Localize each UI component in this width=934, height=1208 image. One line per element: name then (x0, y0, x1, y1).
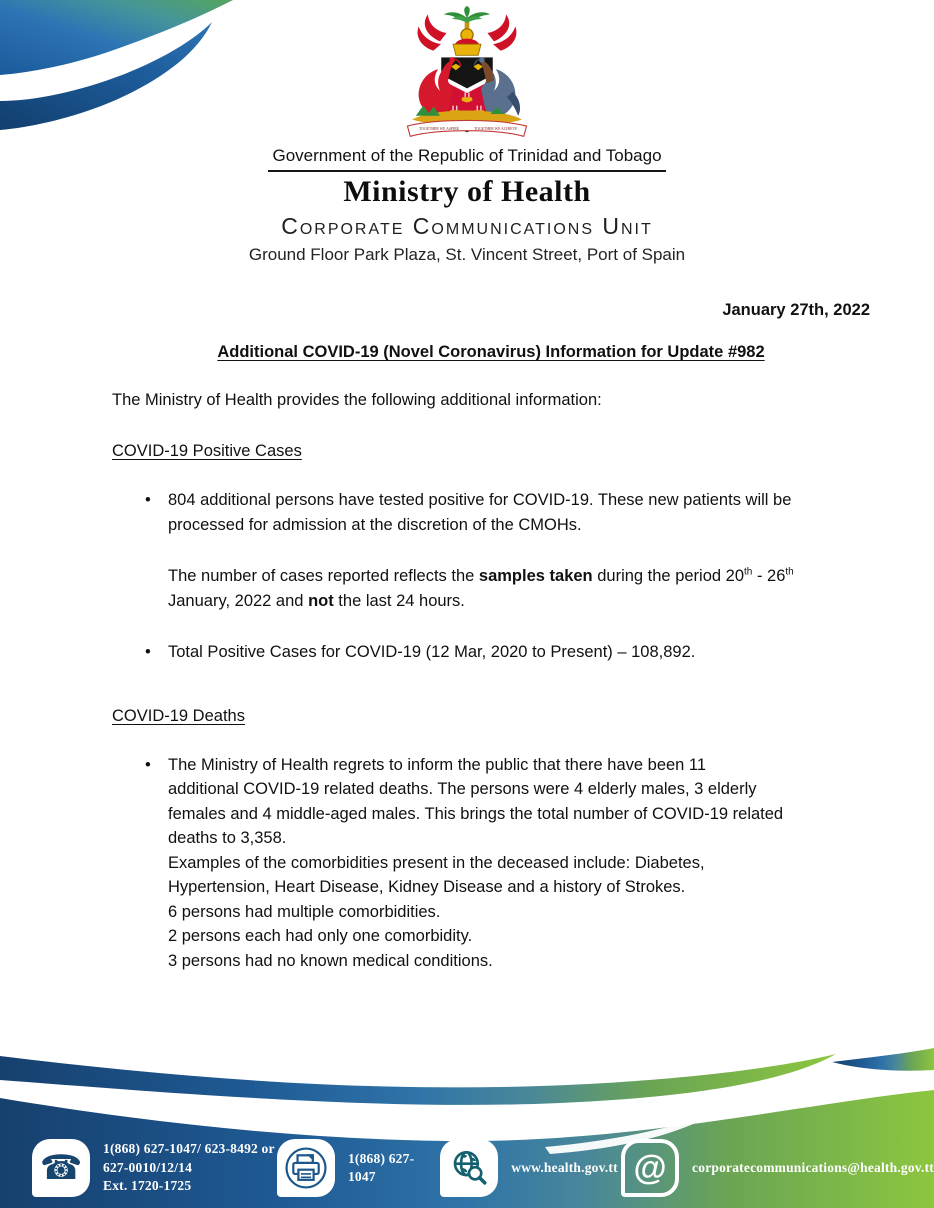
text-segment: Examples of the comorbidities present in the deceased include: Diabetes, (168, 853, 705, 872)
text-segment: the last 24 hours. (333, 591, 465, 610)
ministry-title: Ministry of Health (343, 175, 591, 208)
footer-contact-line: Ext. 1720-1725 (103, 1178, 192, 1194)
text-segment: The Ministry of Health regrets to inform the public that there have been 11 (168, 755, 707, 774)
text-line (168, 564, 870, 589)
text-segment: processed for admission at the discretion of the CMOHs. (168, 515, 582, 534)
text-line (168, 924, 870, 949)
footer-contact-line: corporatecommunications@health.gov.tt (692, 1159, 934, 1175)
text-segment: additional COVID-19 related deaths. The persons were 4 elderly males, 3 elderly (168, 780, 757, 798)
email-at-icon: @ (633, 1149, 667, 1187)
text-segment: deaths to 3,358. (168, 829, 287, 847)
unit-line: Corporate Communications Unit (281, 213, 653, 239)
bullet-marker: • (145, 755, 151, 774)
text-line (168, 488, 870, 513)
text-segment: during the period 20 (592, 567, 745, 585)
intro-line: The Ministry of Health provides the following additional information: (112, 391, 602, 409)
footer-banner (0, 1040, 934, 1208)
footer-contact-item (621, 1139, 934, 1197)
text-line (168, 753, 870, 778)
text-line (168, 802, 870, 827)
document-title: Additional COVID-19 (Novel Coronavirus) Information for Update #982 (217, 343, 765, 361)
footer-contact-text (103, 1140, 275, 1196)
text-line (168, 513, 870, 538)
footer-icon-badge (440, 1139, 498, 1197)
section-heading: COVID-19 Deaths (112, 706, 245, 725)
svg-text:TOGETHER WE ACHIEVE: TOGETHER WE ACHIEVE (474, 127, 518, 132)
text-line (168, 851, 870, 876)
svg-text:TOGETHER WE ASPIRE: TOGETHER WE ASPIRE (419, 127, 459, 132)
text-segment: 6 persons had multiple comorbidities. (168, 902, 441, 921)
text-segment: th (744, 566, 753, 578)
footer-contact-text (511, 1159, 618, 1178)
document-date: January 27th, 2022 (722, 301, 870, 319)
text-segment: Hypertension, Heart Disease, Kidney Disease and a history of Strokes. (168, 878, 686, 896)
phone-icon: ☎ (39, 1148, 83, 1188)
letterhead (0, 0, 934, 265)
text-line (168, 589, 870, 614)
footer-icon-badge (32, 1139, 90, 1197)
paragraph-item (168, 564, 870, 613)
document-section (112, 442, 870, 665)
footer-icon-badge (621, 1139, 679, 1197)
text-line (168, 949, 870, 974)
footer-contact-item (277, 1139, 440, 1197)
footer-contact-line: 627-0010/12/14 (103, 1159, 193, 1175)
footer-contact-text (348, 1150, 440, 1187)
footer-contact-item (440, 1139, 621, 1197)
document-body (0, 301, 934, 973)
text-segment: Total Positive Cases for COVID-19 (12 Mar, 2020 to Present) – 108,892. (168, 643, 696, 661)
bullet-item-text (168, 753, 870, 974)
text-segment: 3 persons had no known medical conditions. (168, 951, 493, 970)
text-segment: samples taken (478, 567, 593, 585)
document-sections (112, 442, 870, 973)
text-line (168, 777, 870, 802)
bullet-item (145, 488, 870, 537)
text-line (168, 900, 870, 925)
text-segment: - 26 (752, 567, 786, 585)
document-section (112, 707, 870, 974)
text-segment: The number of cases reported reflects the (168, 567, 479, 585)
section-heading: COVID-19 Positive Cases (112, 442, 302, 460)
text-segment: females and 4 middle-aged males. This brings the total number of COVID-19 related (168, 804, 784, 823)
text-segment: January, 2022 and (168, 591, 309, 610)
footer-icon-badge (277, 1139, 335, 1197)
text-segment: th (785, 566, 794, 578)
bullet-item (145, 640, 870, 665)
text-line (168, 826, 870, 851)
footer-contact-line: 1(868) 627-1047/ 623-8492 or (103, 1141, 275, 1157)
text-segment: 804 additional persons have tested positive for COVID-19. These new patients will be (168, 491, 792, 509)
footer-contact-item (32, 1139, 277, 1197)
text-line (168, 640, 870, 665)
bullet-marker: • (145, 491, 151, 509)
footer-contact-text (692, 1159, 934, 1178)
bullet-item-text (168, 640, 870, 665)
coat-of-arms (397, 6, 537, 140)
government-line: Government of the Republic of Trinidad and Tobago (268, 146, 665, 172)
footer-contact-row (0, 1134, 934, 1202)
text-line (168, 875, 870, 900)
bullet-marker: • (145, 643, 151, 661)
footer-contact-line: 1(868) 627-1047 (347, 1150, 415, 1184)
globe-icon (448, 1147, 490, 1189)
bullet-item-text (168, 488, 870, 537)
bullet-item (145, 753, 870, 974)
fax-printer-icon (284, 1146, 328, 1190)
footer-contact-line: www.health.gov.tt (511, 1159, 618, 1175)
text-segment: not (308, 591, 334, 610)
text-segment: 2 persons each had only one comorbidity. (168, 927, 473, 945)
address-line: Ground Floor Park Plaza, St. Vincent Street, Port of Spain (248, 245, 686, 264)
